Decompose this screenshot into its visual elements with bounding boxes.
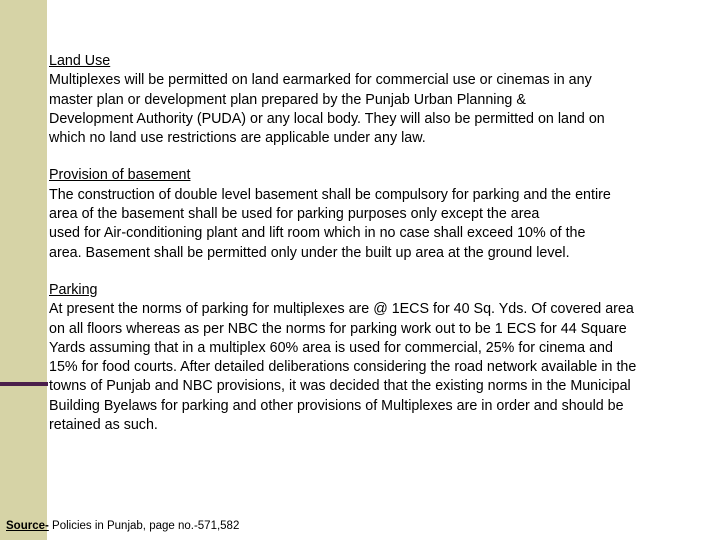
paragraph-line: towns of Punjab and NBC provisions, it was decided that the existing norms in the Municipal [49, 378, 631, 395]
paragraph-line: master plan or development plan prepared by the Punjab Urban Planning & [49, 91, 526, 108]
paragraph-line: At present the norms of parking for multiplexes are @ 1ECS for 40 Sq. Yds. Of covered area [49, 301, 634, 318]
paragraph-line: Yards assuming that in a multiplex 60% area is used for commercial, 25% for cinema and [49, 339, 613, 356]
paragraph-line: area. Basement shall be permitted only under the built up area at the ground level. [49, 244, 570, 261]
section-heading: Provision of basement [49, 167, 191, 184]
source-text: Policies in Punjab, page no.-571,582 [48, 520, 240, 532]
paragraph-line: on all floors whereas as per NBC the norms for parking work out to be 1 ECS for 44 Square [49, 320, 627, 337]
source-citation [6, 520, 239, 532]
paragraph-line: 15% for food courts. After detailed deliberations considering the road network available in the [49, 359, 637, 376]
paragraph-line: Multiplexes will be permitted on land earmarked for commercial use or cinemas in any [49, 72, 592, 89]
paragraph-line: The construction of double level basement shall be compulsory for parking and the entire [49, 186, 611, 203]
section-heading: Parking [49, 281, 98, 298]
section-land-use [49, 52, 717, 148]
paragraph-line: Building Byelaws for parking and other provisions of Multiplexes are in order and should be [49, 397, 624, 414]
section-heading: Land Use [49, 53, 111, 69]
section-parking [49, 281, 717, 435]
document-body [49, 52, 717, 453]
source-label: Source- [6, 520, 49, 532]
paragraph-line: retained as such. [49, 417, 158, 434]
side-bar [0, 0, 47, 540]
paragraph-line: Development Authority (PUDA) or any local body. They will also be permitted on land on [49, 110, 605, 127]
paragraph-line: area of the basement shall be used for parking purposes only except the area [49, 206, 540, 223]
accent-line [0, 382, 48, 386]
paragraph-line: which no land use restrictions are applicable under any law. [49, 130, 426, 147]
section-basement [49, 166, 717, 262]
paragraph-line: used for Air-conditioning plant and lift room which in no case shall exceed 10% of the [49, 225, 586, 242]
